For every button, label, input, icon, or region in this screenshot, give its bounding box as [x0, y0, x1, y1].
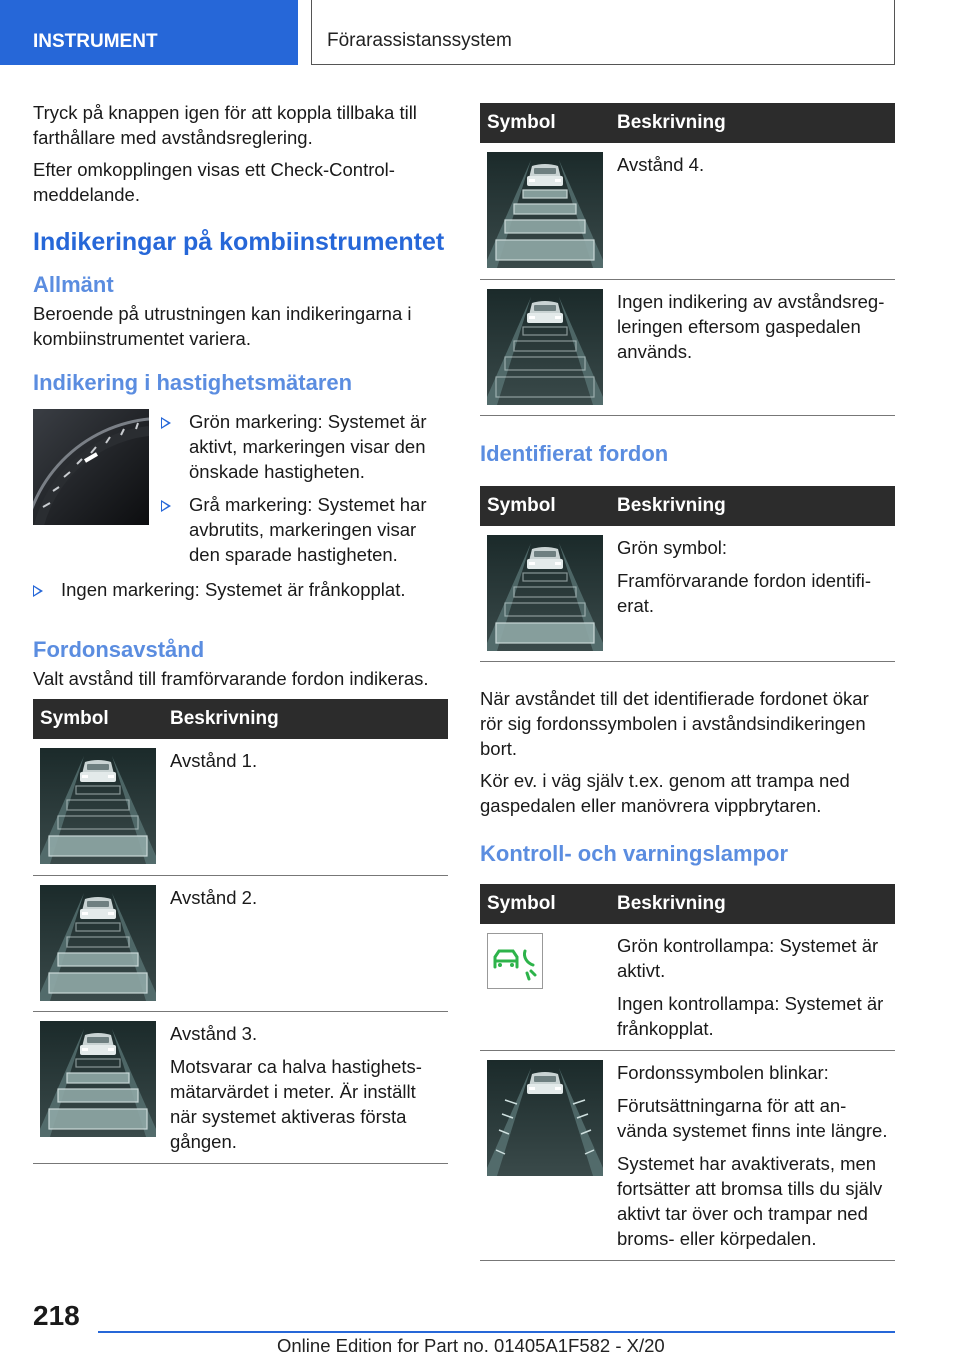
intro-paragraph: Tryck på knappen igen för att koppla tillbaka till farthållare med avståndsreglering. — [33, 102, 417, 148]
table-row: Avstånd 2. — [33, 875, 448, 1011]
table-row: Avstånd 3. Motsvarar ca halva hastighetsmätarvärdet i meter. Är inställt när systemet aktiveras första gången. — [33, 1011, 448, 1163]
heading-lamps: Kontroll- och varningslampor — [480, 841, 789, 866]
heading-distance: Fordonsavstånd — [33, 637, 205, 662]
section-tab: INSTRUMENT — [0, 0, 298, 65]
identified-text: Kör ev. i väg själv t.ex. genom att trampa ned gaspedalen eller manövrera vippbrytaren. — [480, 770, 850, 816]
table-row: Avstånd 4. — [480, 143, 895, 279]
speedometer-bullets-2 — [33, 577, 448, 602]
speedometer-bullets — [161, 409, 448, 575]
col-description: Beskrivning — [163, 699, 448, 739]
identified-text: När avståndet till det identifierade fordonet ökar rör sig fordonssymbolen i avståndsindikeringen bort. — [480, 688, 869, 759]
col-description: Beskrivning — [610, 486, 895, 526]
col-symbol: Symbol — [480, 103, 610, 143]
distance-table — [33, 699, 448, 1164]
bullet-item: Ingen markering: Systemet är frånkopplat. — [33, 577, 448, 602]
footer-divider — [98, 1331, 895, 1333]
speedometer-indication — [33, 409, 448, 575]
heading-speedometer: Indikering i hastighetsmätaren — [33, 370, 353, 395]
speedometer-marking-icon — [33, 409, 149, 525]
table-row: Ingen indikering av avståndsregleringen eftersom gaspedalen används. — [480, 279, 895, 415]
lamps-table — [480, 884, 895, 1261]
distance-4-icon — [487, 152, 603, 268]
bullet-item: Grön markering: Systemet är aktivt, markeringen visar den önskade hastigheten. — [161, 409, 448, 484]
distance-1-icon — [40, 748, 156, 864]
left-column — [33, 100, 448, 1164]
identified-vehicle-table — [480, 486, 895, 663]
distance-table-continued — [480, 103, 895, 416]
bullet-item: Grå markering: Systemet har avbrutits, markeringen visar den sparade hastigheten. — [161, 492, 448, 567]
page-number: 218 — [33, 1300, 80, 1331]
footer-edition: Online Edition for Part no. 01405A1F582 - X/20 — [277, 1335, 665, 1356]
table-row: Grön symbol: Framförvarande fordon identifierat. — [480, 526, 895, 662]
triangle-bullet-icon — [33, 585, 43, 597]
general-text: Beroende på utrustningen kan indikeringarna i kombiinstrumentet variera. — [33, 303, 412, 349]
distance-3-icon — [40, 1021, 156, 1137]
table-row: Avstånd 1. — [33, 739, 448, 875]
table-row: Fordonssymbolen blinkar: Förutsättningarna för att använda systemet finns inte längre. Systemet har avaktiverats, men fortsätter att bromsa tills du själv aktivt tar över och trampar ned broms- eller körpedalen. — [480, 1051, 895, 1261]
green-indicator-lamp-icon — [487, 933, 543, 989]
right-column — [480, 103, 895, 1261]
vehicle-symbol-flashing-icon — [487, 1060, 603, 1176]
col-symbol: Symbol — [480, 884, 610, 924]
heading-general: Allmänt — [33, 272, 114, 297]
table-row: Grön kontrollampa: Systemet är aktivt. Ingen kontrollampa: Systemet är frånkopplat. — [480, 924, 895, 1051]
chapter-title: Förarassistanssystem — [311, 0, 895, 65]
intro-paragraph: Efter omkopplingen visas ett Check-Control-meddelande. — [33, 159, 395, 205]
distance-2-icon — [40, 885, 156, 1001]
triangle-bullet-icon — [161, 417, 171, 429]
heading-identified-vehicle: Identifierat fordon — [480, 440, 669, 466]
col-description: Beskrivning — [610, 103, 895, 143]
no-distance-indication-icon — [487, 289, 603, 405]
col-symbol: Symbol — [33, 699, 163, 739]
identified-vehicle-icon — [487, 535, 603, 651]
col-symbol: Symbol — [480, 486, 610, 526]
col-description: Beskrivning — [610, 884, 895, 924]
heading-indications: Indikeringar på kombiinstrumentet — [33, 228, 445, 256]
distance-text: Valt avstånd till framförvarande fordon indikeras. — [33, 668, 429, 689]
triangle-bullet-icon — [161, 500, 171, 512]
